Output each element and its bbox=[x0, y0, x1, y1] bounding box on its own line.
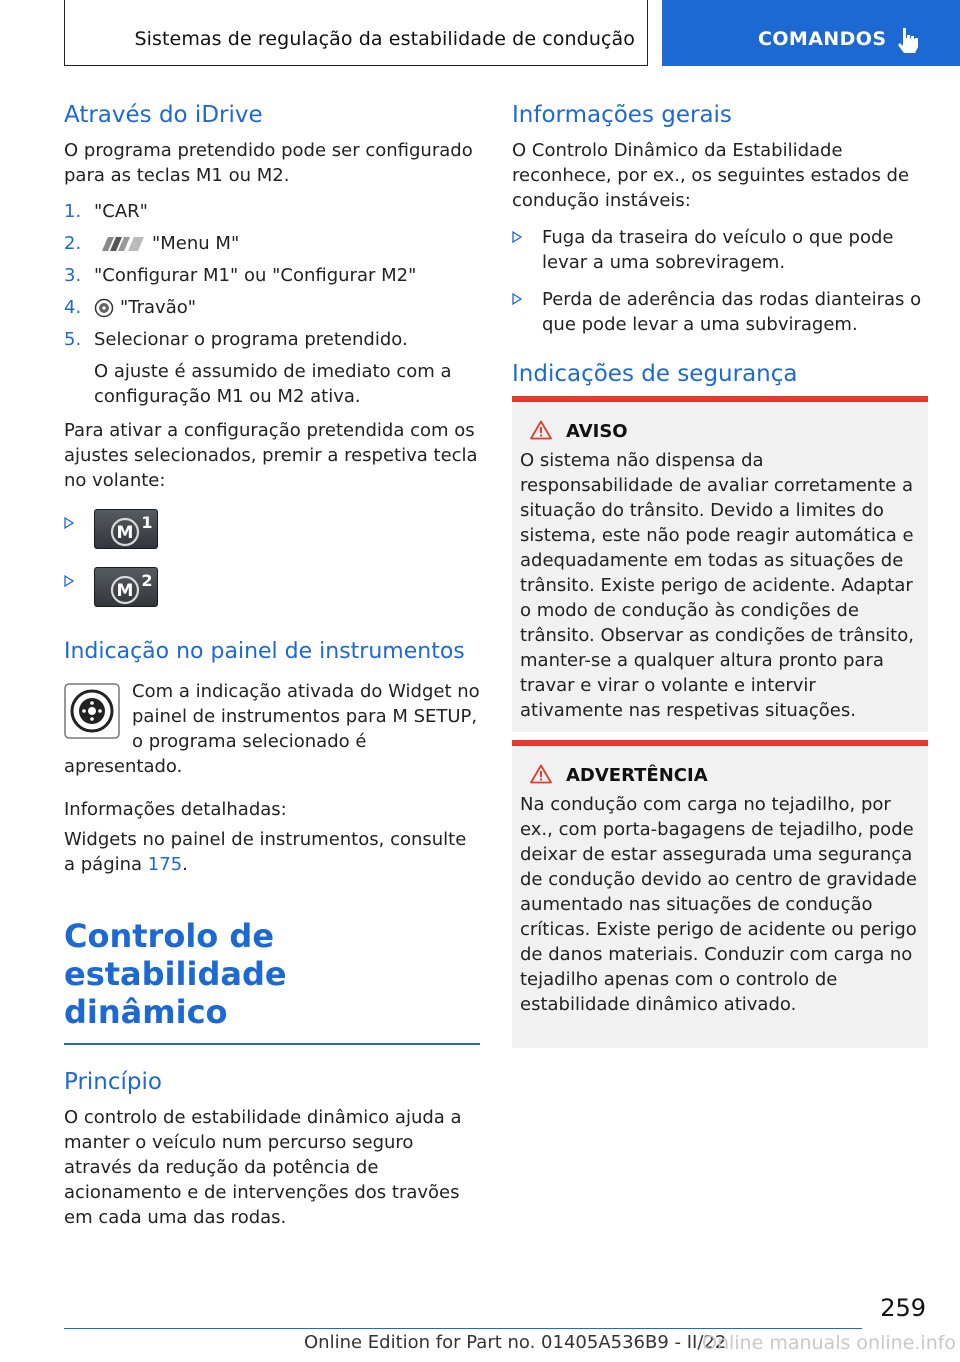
list-item: Fuga da traseira do veículo o que pode levar a uma sobreviragem. bbox=[512, 225, 928, 275]
edition-text: Online Edition for Part no. 01405A536B9 - II/22 bbox=[304, 1332, 727, 1353]
m1-key bbox=[94, 509, 158, 549]
list-item: 5. Selecionar o programa pretendido. bbox=[64, 329, 408, 350]
right-column bbox=[512, 100, 928, 389]
watermark: Online manuals online.info bbox=[702, 1332, 957, 1354]
left-column bbox=[64, 100, 480, 1230]
instrument-title: Indicação no painel de instrumentos bbox=[64, 639, 465, 664]
instrument-text: Com a indicação ativada do Widget no painel de instrumentos para M SETUP, o programa selecionado é apresentado. bbox=[64, 681, 480, 777]
m1-key-icon bbox=[95, 510, 159, 550]
aviso-box bbox=[512, 396, 928, 732]
page-number: 259 bbox=[880, 1294, 926, 1322]
page-link[interactable]: 175 bbox=[147, 854, 183, 875]
list-item: 3. "Configurar M1" ou "Configurar M2" bbox=[64, 265, 417, 286]
svg-text:1: 1 bbox=[141, 513, 153, 532]
steps-list bbox=[64, 199, 480, 352]
advertencia-box bbox=[512, 740, 928, 1048]
header-title: Sistemas de regulação da estabilidade de condução bbox=[134, 28, 635, 50]
bullet-triangle-icon bbox=[64, 575, 74, 587]
key-m2-row bbox=[64, 567, 480, 609]
aviso-text: O sistema não dispensa da responsabilidade de avaliar corretamente a situação do trânsito. Devido a limites do sistema, este não pode reagir automática e adequadamente em todas as situações de trânsito. Existe perigo de acidente. Adaptar o modo de condução às condições de trânsito. Observar as condições de trânsito, manter-se a qualquer altura pronto para travar e virar o volante e intervir ativamente nas respetivas situações. bbox=[520, 450, 914, 721]
svg-text:M: M bbox=[116, 581, 134, 601]
principle-title: Princípio bbox=[64, 1069, 162, 1095]
bullet-triangle-icon bbox=[64, 517, 74, 529]
bullet-list bbox=[512, 225, 928, 337]
warning-triangle-icon bbox=[530, 420, 552, 440]
details-text: Widgets no painel de instrumentos, consulte a página 175. bbox=[64, 829, 467, 875]
svg-text:M: M bbox=[116, 523, 134, 543]
key-m1-row bbox=[64, 509, 480, 551]
footer-divider bbox=[64, 1328, 862, 1329]
advertencia-heading: ADVERTÊNCIA bbox=[520, 764, 918, 788]
section-divider bbox=[64, 1043, 480, 1045]
activate-text: Para ativar a configuração pretendida com os ajustes selecionados, premir a respetiva tecla no volante: bbox=[64, 420, 478, 491]
brake-widget-icon bbox=[64, 683, 120, 739]
idrive-intro: O programa pretendido pode ser configurado para as teclas M1 ou M2. bbox=[64, 140, 473, 186]
general-text: O Controlo Dinâmico da Estabilidade reconhece, por ex., os seguintes estados de condução instáveis: bbox=[512, 140, 910, 211]
list-item: 2. "Menu M" bbox=[64, 233, 240, 254]
instrument-block bbox=[64, 679, 480, 779]
aviso-heading: AVISO bbox=[520, 420, 918, 444]
chapter-tab-label: COMANDOS bbox=[758, 28, 887, 50]
safety-title: Indicações de segurança bbox=[512, 361, 798, 387]
pointing-hand-icon bbox=[894, 26, 920, 54]
advertencia-text: Na condução com carga no tejadilho, por ex., com porta-bagagens de tejadilho, pode deixar de estar assegurada uma segurança de condução devido ao centro de gravidade aumentado nas situações de condução críticas. Existe perigo de acidente ou perigo de danos materiais. Conduzir com carga no tejadilho apenas com o controlo de estabilidade dinâmico ativado. bbox=[520, 794, 917, 1015]
step5-detail: O ajuste é assumido de imediato com a configuração M1 ou M2 ativa. bbox=[94, 361, 452, 407]
chapter-tab[interactable] bbox=[662, 0, 960, 66]
principle-text: O controlo de estabilidade dinâmico ajuda a manter o veículo num percurso seguro através da redução da potência de acionamento e de intervenções dos travões em cada uma das rodas. bbox=[64, 1107, 462, 1228]
m2-key bbox=[94, 567, 158, 607]
list-item: 1. "CAR" bbox=[64, 201, 148, 222]
general-title: Informações gerais bbox=[512, 102, 732, 128]
dsc-title: Controlo de estabilidade dinâmico bbox=[64, 917, 287, 1031]
list-item: Perda de aderência das rodas dianteiras o que pode levar a uma subviragem. bbox=[512, 287, 928, 337]
svg-text:2: 2 bbox=[141, 571, 153, 590]
brake-disc-icon bbox=[94, 298, 114, 318]
warning-triangle-icon bbox=[530, 764, 552, 784]
m2-key-icon bbox=[95, 568, 159, 608]
list-item: 4. "Travão" bbox=[64, 297, 197, 318]
idrive-title: Através do iDrive bbox=[64, 102, 263, 128]
details-label: Informações detalhadas: bbox=[64, 799, 287, 820]
header-title-box bbox=[64, 0, 648, 66]
bullet-triangle-icon bbox=[512, 293, 522, 305]
m-logo-icon bbox=[94, 236, 146, 252]
bullet-triangle-icon bbox=[512, 231, 522, 243]
